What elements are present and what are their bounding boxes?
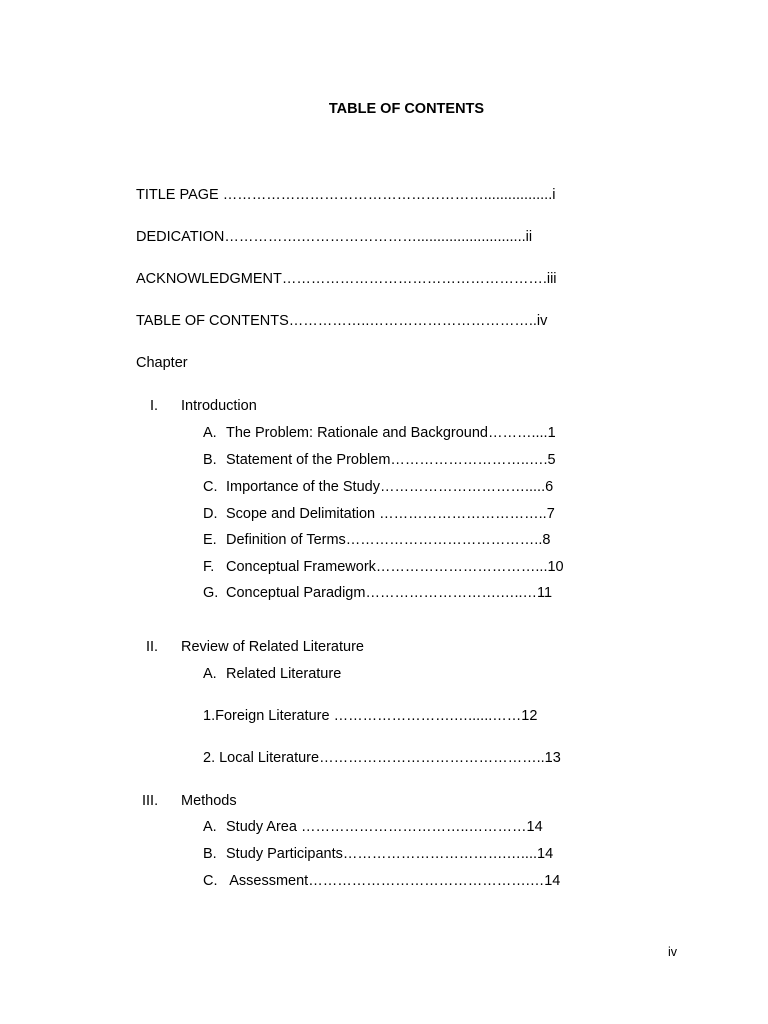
toc-entry: Assessment……………………………………….…14 — [226, 873, 561, 889]
entry-letter: C. — [203, 479, 218, 495]
entry-letter: B. — [203, 846, 217, 862]
entry-letter: F. — [203, 559, 215, 575]
page-title: TABLE OF CONTENTS — [328, 101, 485, 117]
chapter-title: Introduction — [181, 398, 257, 414]
entry-letter: A. — [203, 666, 217, 682]
entry-letter: G. — [203, 585, 219, 601]
entry-letter: D. — [203, 506, 218, 522]
toc-sub-entry: 1.Foreign Literature …………………….…......……12 — [203, 708, 538, 724]
toc-entry-title-page: TITLE PAGE ……………………………………………….................i — [136, 187, 556, 203]
toc-entry: Conceptual Paradigm……………………….…..…11 — [226, 585, 553, 601]
entry-letter: B. — [203, 452, 217, 468]
chapter-numeral: I. — [150, 398, 159, 414]
entry-letter: A. — [203, 425, 217, 441]
toc-entry: Importance of the Study………………………….....6 — [226, 479, 554, 495]
page-number: iv — [668, 945, 678, 959]
entry-letter: E. — [203, 532, 217, 548]
entry-letter: A. — [203, 819, 217, 835]
toc-entry: Statement of the Problem………………………..….5 — [226, 452, 556, 468]
toc-entry: The Problem: Rationale and Background………....1 — [226, 425, 556, 441]
toc-entry: Scope and Delimitation ……………………………..7 — [226, 506, 555, 522]
toc-entry-acknowledgment: ACKNOWLEDGMENT……………………………………………….iii — [136, 271, 557, 287]
chapter-title: Methods — [181, 793, 237, 809]
entry-letter: C. — [203, 873, 218, 889]
toc-entry: Conceptual Framework……………………………...10 — [226, 559, 564, 575]
toc-sub-entry: 2. Local Literature………………………………………..13 — [203, 750, 561, 766]
chapter-numeral: II. — [146, 639, 159, 655]
toc-entry-table-of-contents: TABLE OF CONTENTS……………..……………………………..iv — [136, 313, 548, 329]
toc-entry: Related Literature — [226, 666, 342, 682]
toc-entry: Study Participants…………………………….…....14 — [226, 846, 554, 862]
toc-entry: Study Area ……………………………..…………14 — [226, 819, 543, 835]
toc-entry-dedication: DEDICATION…………….……………………...........................ii — [136, 229, 533, 245]
chapter-title: Review of Related Literature — [181, 639, 364, 655]
toc-entry: Definition of Terms…………………………………..8 — [226, 532, 551, 548]
chapter-label: Chapter — [136, 355, 188, 371]
chapter-numeral: III. — [142, 793, 159, 809]
